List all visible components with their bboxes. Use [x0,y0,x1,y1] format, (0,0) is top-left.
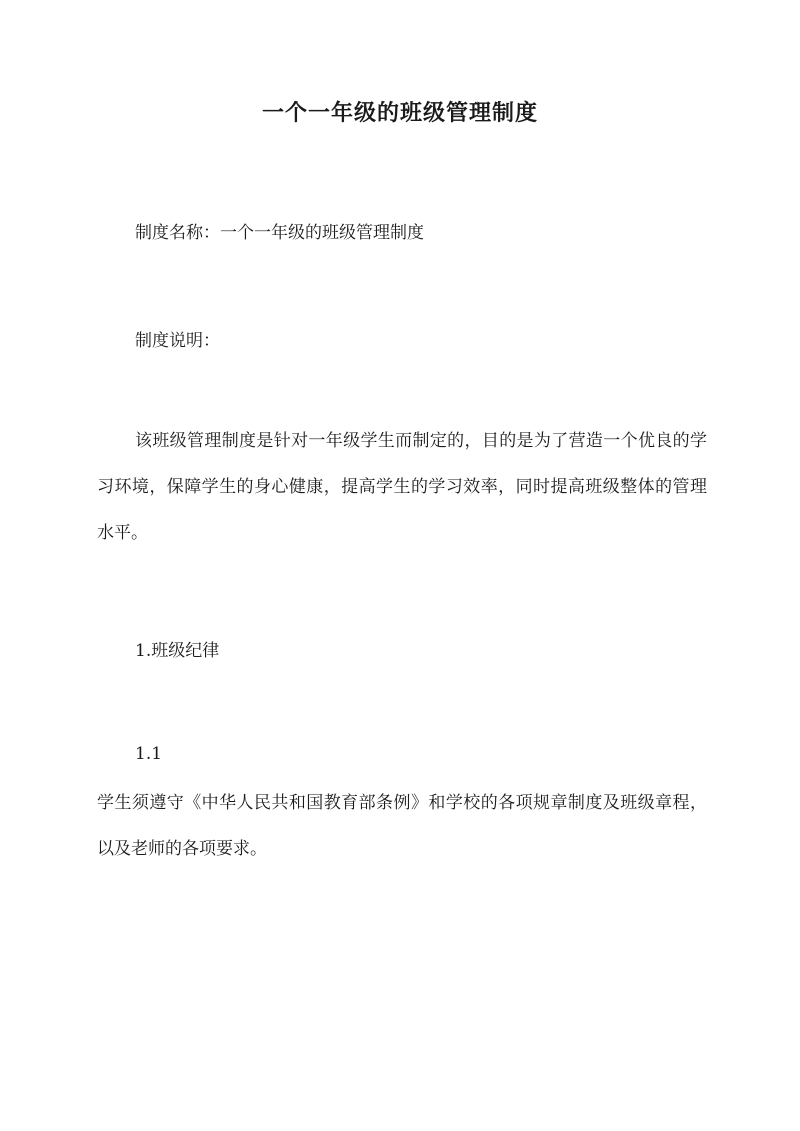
name-line: 制度名称：一个一年级的班级管理制度 [135,223,424,243]
section-heading-discipline: 1.班级纪律 [135,641,220,661]
description-heading: 制度说明： [135,331,220,351]
document-title: 一个一年级的班级管理制度 [261,100,538,126]
item-text: 学生须遵守《中华人民共和国教育部条例》和学校的各项规章制度及班级章程，以及老师的各项要求。 [97,793,707,859]
item-number: 1.1 [135,744,163,764]
description-paragraph: 该班级管理制度是针对一年级学生而制定的，目的是为了营造一个优良的学习环境，保障学生的身心健康，提高学生的学习效率，同时提高班级整体的管理水平。 [97,431,707,543]
